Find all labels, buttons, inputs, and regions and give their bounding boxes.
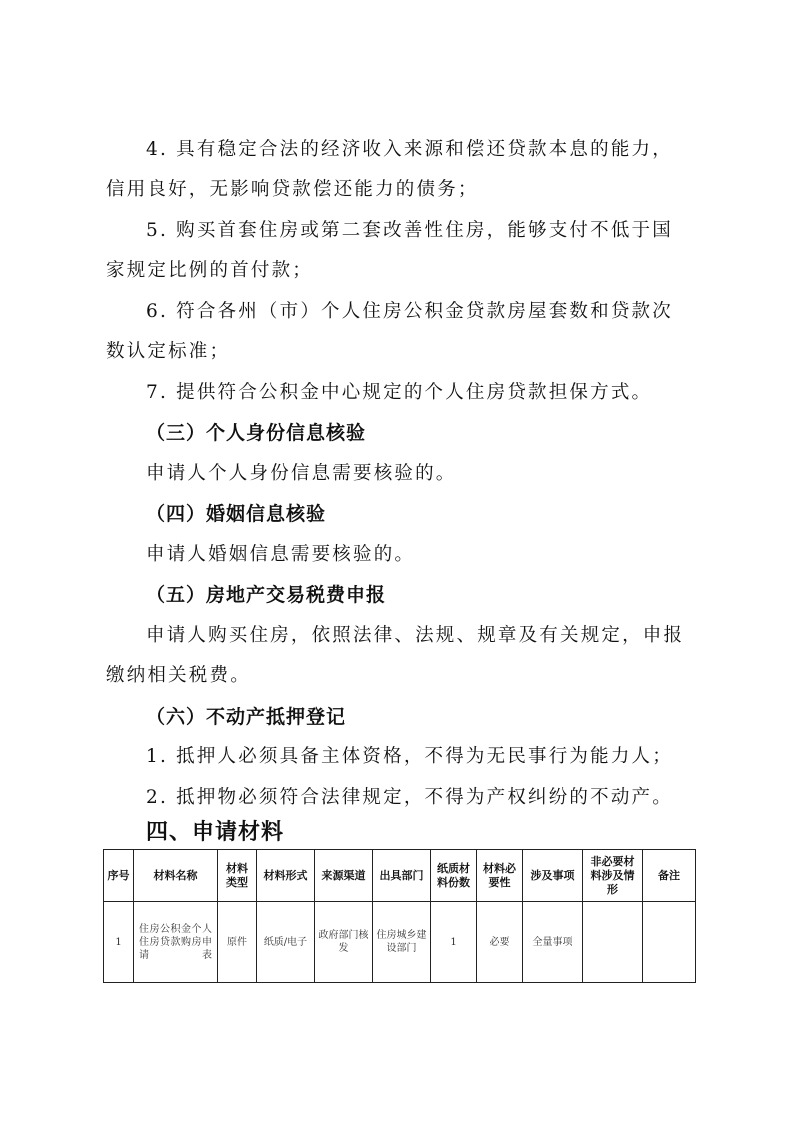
header-form: 材料形式 [257,850,315,902]
cell-nonessential [583,902,643,983]
cell-matters: 全量事项 [523,902,583,983]
cell-type: 原件 [218,902,257,983]
header-copies: 纸质材料份数 [431,850,477,902]
paragraph-6: 6. 符合各州（市）个人住房公积金贷款房屋套数和贷款次 [146,301,673,322]
heading-mortgage-registration: （六）不动产抵押登记 [146,706,347,728]
materials-table [103,849,696,983]
header-nonessential: 非必要材料涉及情形 [583,850,643,902]
paragraph-5: 5. 购买首套住房或第二套改善性住房，能够支付不低于国 [146,220,673,241]
cell-remarks [643,902,696,983]
header-type: 材料类型 [218,850,257,902]
paragraph-4-cont: 信用良好，无影响贷款偿还能力的债务； [106,179,479,200]
table-header-row [104,850,696,902]
paragraph-mortgage-2: 2. 抵押物必须符合法律规定，不得为产权纠纷的不动产。 [146,787,673,808]
paragraph-tax: 申请人购买住房，依照法律、法规、规章及有关规定，申报 [146,625,685,646]
header-necessity: 材料必要性 [477,850,523,902]
paragraph-4: 4. 具有稳定合法的经济收入来源和偿还贷款本息的能力， [146,139,673,160]
cell-form: 纸质/电子 [257,902,315,983]
heading-identity-check: （三）个人身份信息核验 [146,422,367,444]
header-name: 材料名称 [134,850,218,902]
paragraph-5-cont: 家规定比例的首付款； [106,260,314,281]
cell-copies: 1 [431,902,477,983]
paragraph-marriage: 申请人婚姻信息需要核验的。 [146,544,416,565]
header-matters: 涉及事项 [523,850,583,902]
header-remarks: 备注 [643,850,696,902]
heading-tax-declaration: （五）房地产交易税费申报 [146,584,387,606]
cell-index: 1 [104,902,134,983]
cell-issuer: 住房城乡建设部门 [373,902,431,983]
paragraph-7: 7. 提供符合公积金中心规定的个人住房贷款担保方式。 [146,382,653,403]
cell-source: 政府部门核发 [315,902,373,983]
paragraph-tax-cont: 缴纳相关税费。 [106,665,251,686]
section-title: 四、申请材料 [146,820,285,845]
header-issuer: 出具部门 [373,850,431,902]
cell-necessity: 必要 [477,902,523,983]
paragraph-identity: 申请人个人身份信息需要核验的。 [146,463,457,484]
paragraph-6-cont: 数认定标准； [106,341,231,362]
header-source: 来源渠道 [315,850,373,902]
table-row [104,902,696,983]
header-index: 序号 [104,850,134,902]
cell-name: 住房公积金个人住房贷款购房申请表 [134,902,218,983]
heading-marriage-check: （四）婚姻信息核验 [146,503,327,525]
paragraph-mortgage-1: 1. 抵押人必须具备主体资格，不得为无民事行为能力人； [146,746,673,767]
